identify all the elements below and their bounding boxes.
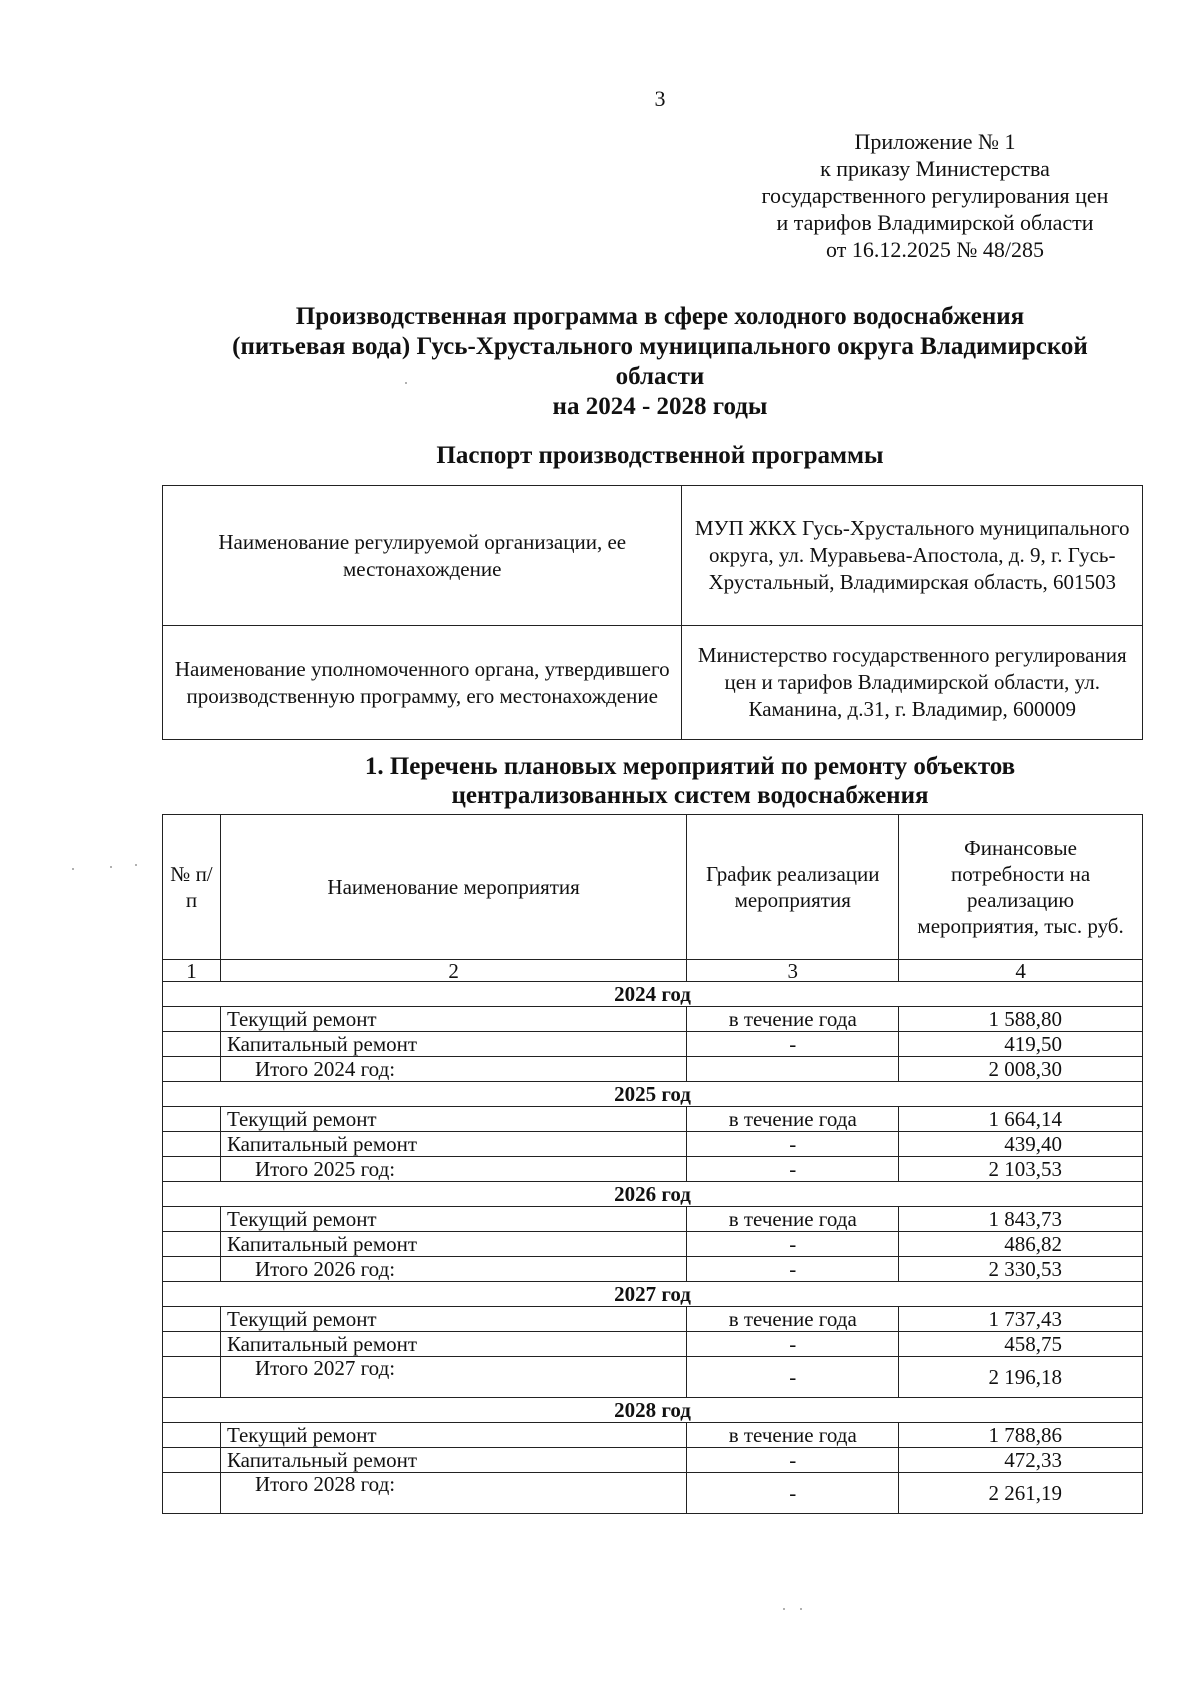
table-row (163, 1032, 1143, 1057)
passport-table (162, 485, 1143, 740)
table-row (163, 1107, 1143, 1132)
row-schedule: - (687, 1473, 899, 1514)
header-schedule: График реализации мероприятия (687, 815, 899, 960)
header-num: № п/п (163, 815, 221, 960)
row-name: Итого 2028 год: (220, 1473, 686, 1514)
row-num (163, 1157, 221, 1182)
year-label: 2027 год (163, 1282, 1143, 1307)
row-value: 1 843,73 (899, 1207, 1143, 1232)
appendix-line: государственного регулирования цен (761, 183, 1109, 208)
passport-row (163, 626, 1143, 740)
table-row (163, 1132, 1143, 1157)
row-name: Капитальный ремонт (220, 1232, 686, 1257)
row-num (163, 1232, 221, 1257)
row-num (163, 1473, 221, 1514)
appendix-line: и тарифов Владимирской области (776, 210, 1094, 235)
passport-heading: Паспорт производственной программы (436, 442, 884, 469)
passport-row (163, 486, 1143, 626)
header-finance: Финансовые потребности на реализацию мероприятия, тыс. руб. (899, 815, 1143, 960)
row-schedule: - (687, 1132, 899, 1157)
row-value: 2 196,18 (899, 1357, 1143, 1398)
column-number: 2 (220, 960, 686, 982)
row-value: 439,40 (899, 1132, 1143, 1157)
scan-speck (110, 866, 112, 868)
table-row (163, 1007, 1143, 1032)
document-title (160, 302, 1160, 422)
passport-label: Наименование регулируемой организации, ее местонахождение (163, 486, 682, 626)
page-number: 3 (654, 86, 666, 111)
row-schedule: - (687, 1257, 899, 1282)
table-row (163, 1232, 1143, 1257)
row-value: 458,75 (899, 1332, 1143, 1357)
row-schedule: в течение года (687, 1007, 899, 1032)
row-num (163, 1257, 221, 1282)
appendix-line: к приказу Министерства (820, 156, 1050, 181)
row-value: 1 788,86 (899, 1423, 1143, 1448)
row-name: Текущий ремонт (220, 1423, 686, 1448)
events-table (162, 814, 1143, 1514)
row-name: Капитальный ремонт (220, 1332, 686, 1357)
column-number: 4 (899, 960, 1143, 982)
row-num (163, 1007, 221, 1032)
row-num (163, 1032, 221, 1057)
appendix-block (720, 128, 1150, 263)
table-row (163, 1307, 1143, 1332)
row-schedule: - (687, 1448, 899, 1473)
row-value: 1 737,43 (899, 1307, 1143, 1332)
title-line: на 2024 - 2028 годы (552, 393, 768, 420)
section-heading-line: 1. Перечень плановых мероприятий по ремонту объектов (364, 753, 1016, 780)
row-num (163, 1207, 221, 1232)
row-value: 486,82 (899, 1232, 1143, 1257)
scan-speck (72, 868, 74, 870)
row-value: 2 103,53 (899, 1157, 1143, 1182)
year-label: 2026 год (163, 1182, 1143, 1207)
column-number: 3 (687, 960, 899, 982)
row-value: 1 588,80 (899, 1007, 1143, 1032)
row-schedule: - (687, 1032, 899, 1057)
header-name: Наименование мероприятия (220, 815, 686, 960)
year-row (163, 1398, 1143, 1423)
row-num (163, 1332, 221, 1357)
row-num (163, 1357, 221, 1398)
row-num (163, 1057, 221, 1082)
column-numbers-row (163, 960, 1143, 982)
row-schedule (687, 1057, 899, 1082)
total-row (163, 1357, 1143, 1398)
row-schedule: - (687, 1232, 899, 1257)
table-row (163, 1448, 1143, 1473)
year-label: 2028 год (163, 1398, 1143, 1423)
row-name: Капитальный ремонт (220, 1132, 686, 1157)
row-schedule: в течение года (687, 1307, 899, 1332)
row-num (163, 1307, 221, 1332)
year-label: 2024 год (163, 982, 1143, 1007)
appendix-line: от 16.12.2025 № 48/285 (826, 237, 1044, 262)
row-name: Итого 2025 год: (220, 1157, 686, 1182)
row-num (163, 1423, 221, 1448)
title-line: области (615, 363, 705, 390)
table-row (163, 1423, 1143, 1448)
row-value: 419,50 (899, 1032, 1143, 1057)
row-name: Итого 2026 год: (220, 1257, 686, 1282)
table-row (163, 1332, 1143, 1357)
row-value: 1 664,14 (899, 1107, 1143, 1132)
scan-speck (783, 1608, 785, 1610)
row-schedule: в течение года (687, 1107, 899, 1132)
scan-speck (800, 1608, 802, 1610)
scan-speck (405, 382, 407, 384)
row-schedule: - (687, 1357, 899, 1398)
table-row (163, 1207, 1143, 1232)
row-name: Итого 2024 год: (220, 1057, 686, 1082)
row-schedule: в течение года (687, 1423, 899, 1448)
row-num (163, 1448, 221, 1473)
total-row (163, 1157, 1143, 1182)
row-name: Текущий ремонт (220, 1007, 686, 1032)
row-name: Текущий ремонт (220, 1207, 686, 1232)
row-name: Капитальный ремонт (220, 1448, 686, 1473)
total-row (163, 1257, 1143, 1282)
column-number: 1 (163, 960, 221, 982)
passport-value: МУП ЖКХ Гусь-Хрустального муниципального округа, ул. Муравьева-Апостола, д. 9, г. Гусь-Хрустальный, Владимирская область, 601503 (682, 486, 1143, 626)
section-heading-line: централизованных систем водоснабжения (451, 782, 929, 809)
total-row (163, 1057, 1143, 1082)
title-line: Производственная программа в сфере холодного водоснабжения (295, 303, 1025, 330)
row-value: 2 330,53 (899, 1257, 1143, 1282)
scan-speck (135, 864, 137, 866)
section-heading (220, 752, 1160, 810)
title-line: (питьевая вода) Гусь-Хрустального муниципального округа Владимирской (232, 333, 1088, 360)
total-row (163, 1473, 1143, 1514)
row-name: Текущий ремонт (220, 1107, 686, 1132)
header-row (163, 815, 1143, 960)
year-label: 2025 год (163, 1082, 1143, 1107)
row-name: Текущий ремонт (220, 1307, 686, 1332)
row-schedule: в течение года (687, 1207, 899, 1232)
year-row (163, 1282, 1143, 1307)
row-num (163, 1132, 221, 1157)
passport-value: Министерство государственного регулирования цен и тарифов Владимирской области, ул. Каманина, д.31, г. Владимир, 600009 (682, 626, 1143, 740)
row-name: Капитальный ремонт (220, 1032, 686, 1057)
row-value: 472,33 (899, 1448, 1143, 1473)
appendix-line: Приложение № 1 (854, 129, 1016, 154)
year-row (163, 982, 1143, 1007)
row-value: 2 008,30 (899, 1057, 1143, 1082)
year-row (163, 1182, 1143, 1207)
row-schedule: - (687, 1157, 899, 1182)
row-schedule: - (687, 1332, 899, 1357)
row-value: 2 261,19 (899, 1473, 1143, 1514)
year-row (163, 1082, 1143, 1107)
passport-label: Наименование уполномоченного органа, утвердившего производственную программу, его местонахождение (163, 626, 682, 740)
row-num (163, 1107, 221, 1132)
row-name: Итого 2027 год: (220, 1357, 686, 1398)
